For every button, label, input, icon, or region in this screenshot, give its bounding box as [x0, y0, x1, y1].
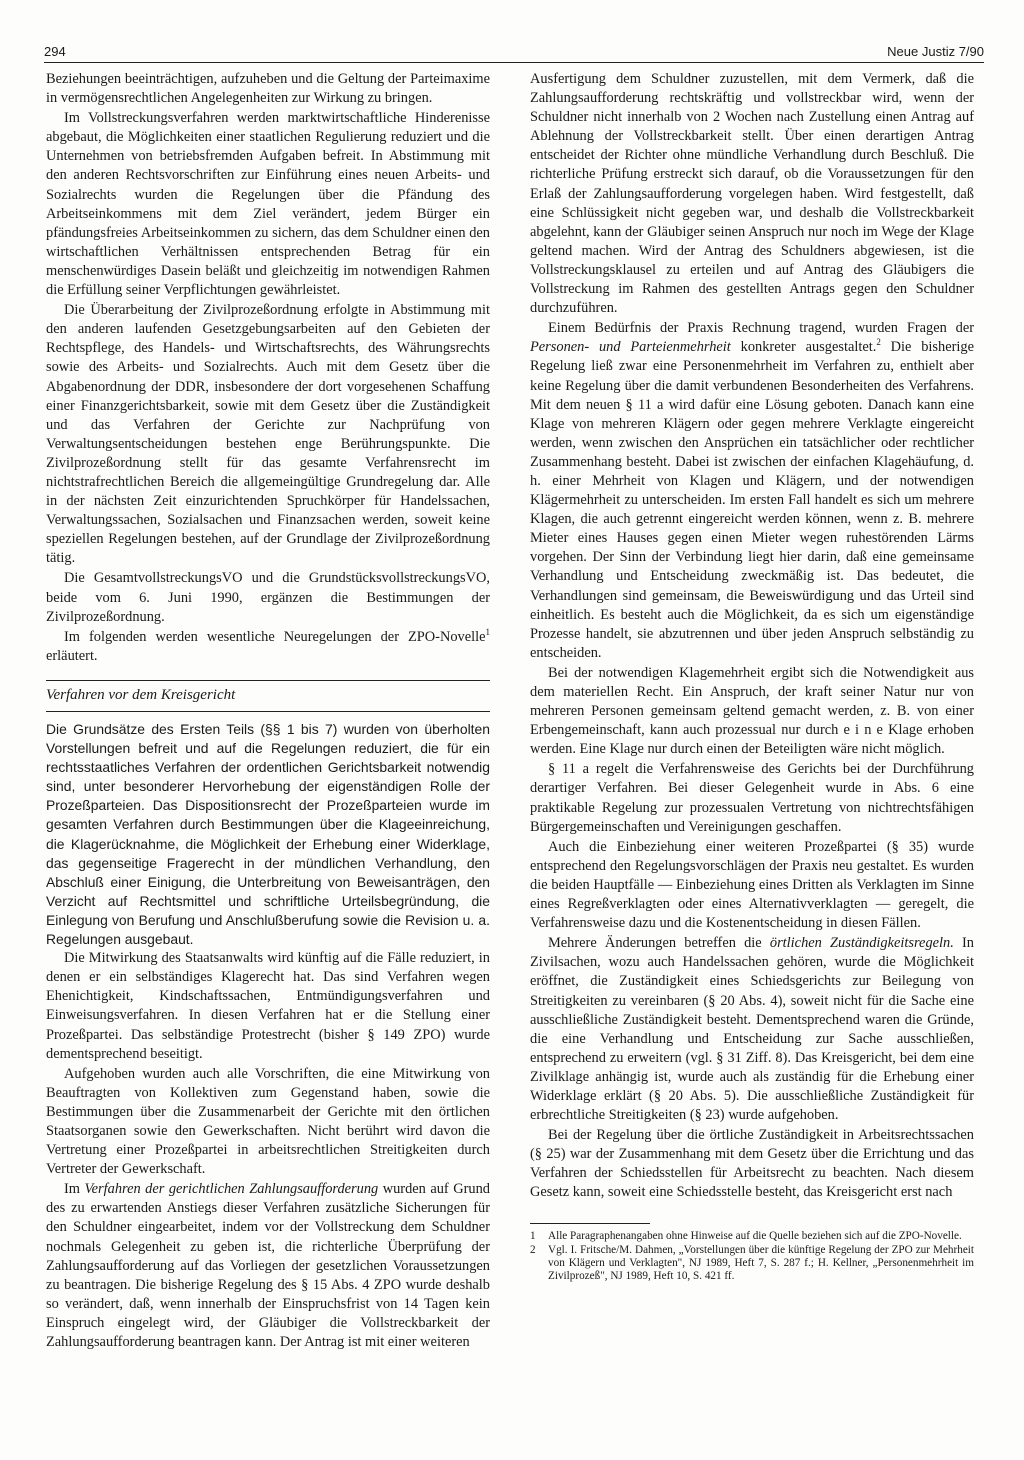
paragraph: Bei der notwendigen Klagemehrheit ergibt sich die Notwendigkeit aus dem materiellen Recht. Ein Anspruch, der kraft seiner Natur nur von mehreren Personen gemeinsam geltend gemacht werden, z. B. von einer Erbengemeinschaft, kann auch prozessual nur durch e i n e Klage erhoben werden. Eine Klage nur durch einen der Beteiligten wäre nicht möglich.: [530, 664, 974, 758]
paragraph: Die Überarbeitung der Zivilprozeßordnung erfolgte in Abstimmung mit den anderen laufenden Gesetzgebungsarbeiten auf den Gebieten der Rechtspflege, des Handels- und Wirtschaftsrechts, des Währungsrechts sowie des Arbeits- und Sozialrechts. Auch mit dem Gesetz über die Abgabenordnung der DDR, insbesondere der dort vorgesehenen Schaffung einer Finanzgerichtsbarkeit, sowie mit dem Gesetz über die Zuständigkeit und das Verfahren der Gerichte zur Nachprüfung von Verwaltungsentscheidungen bestehen enge Berührungspunkte. Die Zivilprozeßordnung stellt für das gesamte Verfahrensrecht im nichtstrafrechtlichen Bereich die allgemeingültige Grundregelung dar. Alle in der nächsten Zeit einzurichtenden Spruchkörper für Handelssachen, Verwaltungssachen, Sozialsachen und Finanzsachen werden, soweit keine speziellen Regelungen bestehen, auf der Grundlage der Zivilprozeßordnung tätig.: [46, 302, 490, 567]
footnote: [530, 1230, 974, 1243]
emphasis: örtlichen Zuständigkeitsregeln.: [769, 935, 954, 952]
section-heading-box: [46, 680, 490, 712]
footnote-number: 2: [530, 1243, 536, 1256]
paragraph: Aufgehoben wurden auch alle Vorschriften, die eine Mitwirkung von Beauftragten von Kollektiven zum Gegenstand haben, sowie die Bestimmungen über die Zusammenarbeit der Gerichte mit den örtlichen Staatsorganen sowie den Gewerkschaften. Nicht berührt wird davon die Vertretung einer Prozeßpartei in arbeitsrechtlichen Streitigkeiten durch Vertreter der Gewerkschaft.: [46, 1065, 490, 1178]
paragraph: Auch die Einbeziehung einer weiteren Prozeßpartei (§ 35) wurde entsprechend den Regelungsvorschlägen der Praxis neu gestaltet. Es wurden die beiden Hauptfälle — Einbeziehung eines Dritten als Verklagten im Sinne eines Regreßverklagten oder eines Alternativverklagten — geregelt, die Verfahrensweise dazu und die Kostenentscheidung in diesen Fällen.: [530, 838, 974, 932]
emphasis: Personen- und Parteienmehrheit: [530, 339, 731, 356]
footnote-ref: 1: [485, 626, 490, 637]
left-column: [46, 70, 490, 1352]
footnote-number: 1: [530, 1229, 536, 1242]
journal-issue: Neue Justiz 7/90: [887, 44, 984, 59]
text-run: konkreter ausgestaltet.: [730, 339, 877, 356]
paragraph: [46, 628, 490, 666]
footnote-rule: [530, 1223, 650, 1224]
footnote-text: Vgl. I. Fritsche/M. Dahmen, „Vorstellungen über die künftige Regelung der ZPO zur Mehrheit von Klägern und Verklagten", NJ 1989, Heft 7, S. 287 f.; H. Kellner, „Personenmehrheit im Zivilprozeß", NJ 1989, Heft 10, S. 421 ff.: [548, 1243, 974, 1282]
section-intro: [46, 720, 490, 949]
text-run: Im folgenden werden wesentliche Neuregelungen der ZPO-Novelle: [64, 628, 486, 645]
paragraph: Im Vollstreckungsverfahren werden marktwirtschaftliche Hinderenisse abgebaut, die Möglichkeiten einer staatlichen Regulierung reduziert und die Unternehmen von betriebsfremden Aufgaben befreit. In Abstimmung mit den anderen Rechtsvorschriften zur Einführung eines neuen Arbeits- und Sozialrechts wurden die Regelungen über die Pfändung des Arbeitseinkommens mit dem Ziel verändert, jedem Bürger ein pfändungsfreies Arbeitseinkommen zu sichern, das dem Schuldner einen den wirtschaftlichen Verhältnissen entsprechenden Betrag für ein menschenwürdiges Dasein beläßt und gleichzeitig im notwendigen Rahmen die Erfüllung seiner Verpflichtungen gewährleistet.: [46, 110, 490, 299]
footnote: [530, 1244, 974, 1283]
paragraph: Bei der Regelung über die örtliche Zuständigkeit in Arbeitsrechtssachen (§ 25) war der Zusammenhang mit dem Gesetz über die Errichtung und das Verfahren der Schiedsstellen für Arbeitsrecht zu beachten. Nach diesem Gesetz kann, soweit eine Schiedsstelle besteht, das Kreisgericht erst nach: [530, 1127, 974, 1201]
paragraph: [530, 934, 974, 1125]
text-run: Einem Bedürfnis der Praxis Rechnung tragend, wurden Fragen der: [548, 320, 974, 337]
paragraph: Die Mitwirkung des Staatsanwalts wird künftig auf die Fälle reduziert, in denen er ein selbständiges Klagerecht hat. Das sind Verfahren wegen Ehenichtigkeit, Kindschaftssachen, Entmündigungsverfahren und Einweisungsverfahren. In diesen Verfahren hat er die Stellung einer Prozeßpartei. Das selbständige Protestrecht (bisher § 149 ZPO) wurde dementsprechend beseitigt.: [46, 950, 490, 1062]
emphasis: Verfahren der gerichtlichen Zahlungsaufforderung: [84, 1181, 379, 1198]
text-run: erläutert.: [46, 647, 98, 664]
paragraph: [530, 319, 974, 663]
paragraph: § 11 a regelt die Verfahrensweise des Gerichts bei der Durchführung derartiger Verfahren. Bei dieser Gelegenheit wurde in Abs. 6 eine praktikable Regelung zur prozessualen Vertretung von nichtrechtsfähigen Bürgergemeinschaften und Vereinigungen geschaffen.: [530, 761, 974, 835]
text-run: Im: [64, 1181, 85, 1198]
paragraph: Die GesamtvollstreckungsVO und die GrundstücksvollstreckungsVO, beide vom 6. Juni 1990, ergänzen die Bestimmungen der Zivilprozeßordnung.: [46, 570, 490, 625]
paragraph: Ausfertigung dem Schuldner zuzustellen, mit dem Vermerk, daß die Zahlungsaufforderung rechtskräftig und vollstreckbar wird, wenn der Schuldner nicht innerhalb von 2 Wochen nach Zustellung einen Antrag auf Ablehnung der Vollstreckbarkeit stellt. Über einen derartigen Antrag entscheidet der Richter ohne mündliche Verhandlung durch Beschluß. Die richterliche Prüfung erstreckt sich darauf, ob die Voraussetzungen für den Erlaß der Zahlungsaufforderung vorgelegen haben. Wird festgestellt, daß eine Schlüssigkeit nicht gegeben war, und deshalb die Vollstreckbarkeit abgelehnt, kann der Gläubiger seinen Anspruch nur noch im Wege der Klage geltend machen. Wird der Antrag des Schuldners abgewiesen, ist die Vollstreckungsklausel zu erteilen und auf Antrag des Gläubigers die Vollstreckung im Rahmen des gestellten Antrags gegen den Schuldner durchzuführen.: [530, 71, 974, 317]
paragraph: Die Grundsätze des Ersten Teils (§§ 1 bis 7) wurden von überholten Vorstellungen befreit und auf die Regelungen reduziert, die für ein rechtsstaatliches Verfahren der ordentlichen Gerichtsbarkeit notwendig sind, unter besonderer Hervorhebung der eigenständigen Rolle der Prozeßparteien. Das Dispositionsrecht der Prozeßparteien wurde im gesamten Verfahren durch Bestimmungen über die Klageeinreichung, die Klagerücknahme, die Möglichkeit der Erhebung einer Widerklage, das gegenseitige Fragerecht in der mündlichen Verhandlung, den Abschluß einer Einigung, die Unterbreitung von Beweisanträgen, den Verzicht auf Rechtsmittel und schriftliche Urteilsbegründung, die Einlegung von Berufung und Anschlußberufung sowie die Revision u. a. Regelungen ausgebaut.: [46, 721, 490, 948]
text-run: Die bisherige Regelung ließ zwar eine Personenmehrheit im Verfahren zu, enthielt aber keine Regelung über die damit verbundenen Besonderheiten des Verfahrens. Mit dem neuen § 11 a wird dafür eine Lösung geboten. Danach kann eine Klage von mehreren Klägern oder gegen mehrere Verklagte eingereicht werden, wenn zwischen den Ansprüchen ein tatsächlicher oder rechtlicher Zusammenhang besteht. Dabei ist zwischen der einfachen Klagehäufung, d. h. einer Mehrheit von Klagen und Klägern, und der notwendigen Klägermehrheit zu unterscheiden. Im ersten Fall handelt es sich um mehrere Klagen, die auch getrennt eingereicht werden können, wenn z. B. mehrere Mieter eines Hauses gegen einen Mieter wegen ruhestörenden Lärms vorgehen. Der Sinn der Verbindung liegt hier darin, daß eine gemeinsame Verhandlung und Entscheidung zweckmäßig ist. Das bedeutet, die Verhandlungen sind gemeinsam, die Beweiswürdigung und das Urteil sind einheitlich. Es besteht auch die Möglichkeit, da es sich um eigenständige Prozesse handelt, sie abzutrennen und über jeden Anspruch selbständig zu entscheiden.: [530, 339, 974, 661]
page-number: 294: [44, 44, 66, 59]
paragraph: Beziehungen beeinträchtigen, aufzuheben und die Geltung der Parteimaxime in vermögensrechtlichen Angelegenheiten zur Wirkung zu bringen.: [46, 71, 490, 107]
text-run: Mehrere Änderungen betreffen die: [548, 935, 770, 952]
footnote-text: Alle Paragraphenangaben ohne Hinweise auf die Quelle beziehen sich auf die ZPO-Novelle.: [548, 1229, 962, 1242]
text-run: In Zivilsachen, wozu auch Handelssachen gehören, wurde die Möglichkeit eröffnet, die Zuständigkeit eines Schiedsgerichts zur Beilegung von Streitigkeiten zu vereinbaren (§ 20 Abs. 4), soweit nicht für die Sache eine ausschließliche Zuständigkeit besteht. Dementsprechend waren die Gründe, die eine Verhandlung und Entscheidung zur Sache ausschließen, entsprechend zu erweitern (vgl. § 31 Ziff. 8). Das Kreisgericht, bei dem eine Zivilklage anhängig ist, wurde auch als zuständig für die Erhebung einer Widerklage erklärt (§ 20 Abs. 5). Die ausschließliche Zuständigkeit für erbrechtliche Streitigkeiten (§ 23) wurde aufgehoben.: [530, 935, 974, 1124]
text-run: wurden auf Grund des zu erwartenden Anstiegs dieser Verfahren zusätzliche Sicherungen für den Schuldner eingearbeitet, indem vor der Vollstreckung dem Schuldner nochmals Gelegenheit zu geben ist, die richterliche Überprüfung der Zahlungsaufforderung auf das Vorliegen der gesetzlichen Voraussetzungen zu beantragen. Die bisherige Regelung des § 15 Abs. 4 ZPO wurde deshalb so verändert, daß, wenn innerhalb der Einspruchsfrist von 14 Tagen kein Einspruch eingelegt wird, der Gläubiger die Vollstreckbarkeit der Zahlungsaufforderung beantragen kann. Der Antrag ist mit einer weiteren: [46, 1181, 490, 1350]
right-column: [530, 70, 974, 1283]
header-rule: [44, 62, 984, 63]
paragraph: [46, 1180, 490, 1352]
footnote-ref: 2: [876, 337, 881, 348]
section-title: Verfahren vor dem Kreisgericht: [46, 686, 236, 703]
